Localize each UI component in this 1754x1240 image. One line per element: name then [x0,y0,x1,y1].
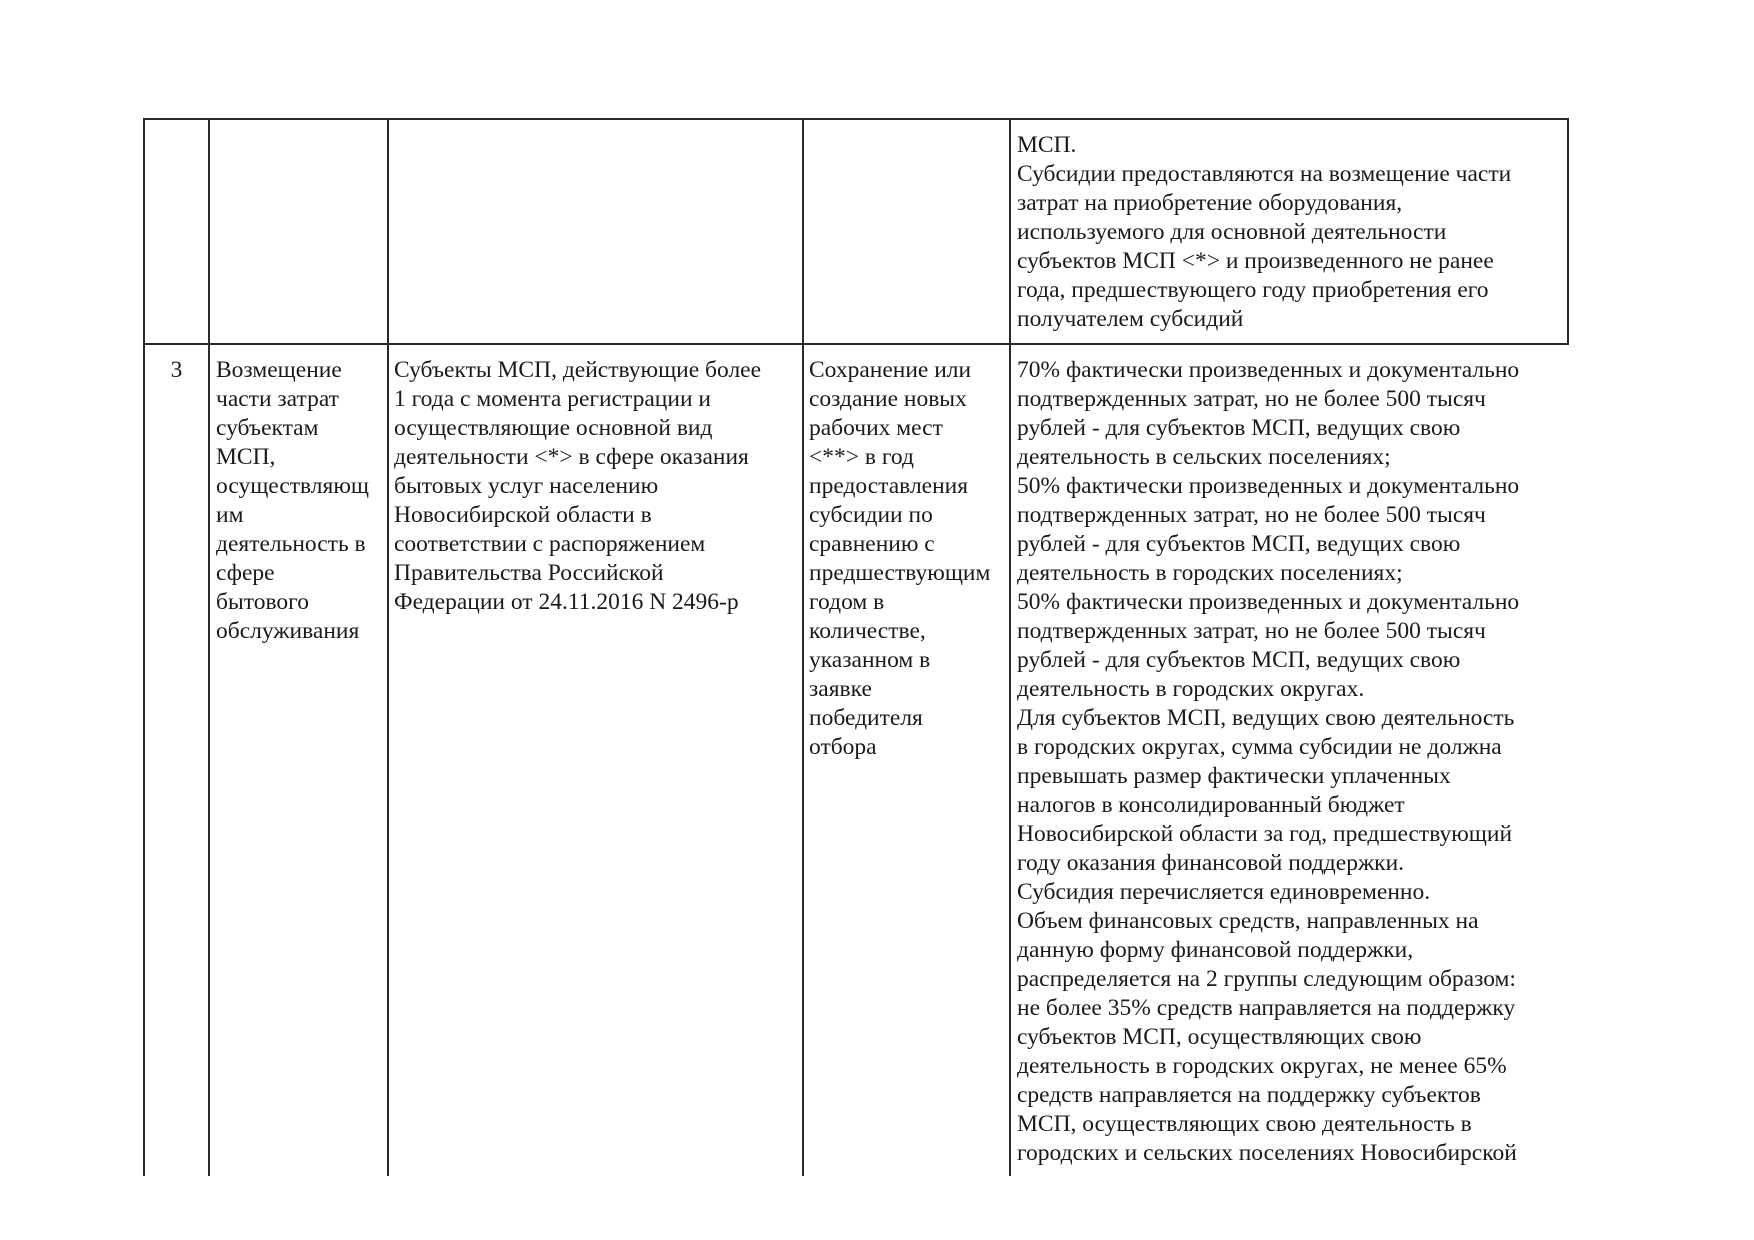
column-divider-4 [1009,118,1011,1176]
recipients-cell: Субъекты МСП, действующие более 1 года с момента регистрации и осуществляющие основной вид деятельности <*> в сфере оказания бытовых услуг населению Новосибирской области в соответствии с распоряжением Правительства Российской Федерации от 24.11.2016 N 2496-р [394,357,762,615]
column-divider-2 [387,118,389,1176]
row-number-cell: 3 [170,357,183,383]
requirements-cell: Сохранение или создание новых рабочих мест <**> в год предоставления субсидии по сравнению с предшествующим годом в количестве, указанном в заявке победителя отбора [809,357,991,760]
column-divider-1 [208,118,210,1176]
continued-row-conditions-cell: МСП. Субсидии предоставляются на возмещение части затрат на приобретение оборудования, используемого для основной деятельности субъектов МСП <*> и произведенного не ранее года, предшествующего году приобретения его получателем субсидий [1017,132,1512,332]
column-divider-3 [802,118,804,1176]
table-right-border [1567,118,1569,345]
table-left-border [143,118,145,1176]
table-top-border [143,118,1569,120]
conditions-cell: 70% фактически произведенных и документально подтвержденных затрат, но не более 500 тысяч рублей - для субъектов МСП, ведущих свою деятельность в сельских поселениях; 50% фактически произведенных и документально подтвержденных затрат, но не более 500 тысяч рублей - для субъектов МСП, ведущих свою деятельность в городских поселениях; 50% фактически произведенных и документально подтвержденных затрат, но не более 500 тысяч рублей - для субъектов МСП, ведущих свою деятельность в городских округах. Для субъектов МСП, ведущих свою деятельность в городских округах, сумма субсидии не должна превышать размер фактически уплаченных налогов в консолидированный бюджет Новосибирской области за год, предшествующий году оказания финансовой поддержки. Субсидия перечисляется единовременно. Объем финансовых средств, направленных на данную форму финансовой поддержки, распределяется на 2 группы следующим образом: не более 35% средств направляется на поддержку субъектов МСП, осуществляющих свою деятельность в городских округах, не менее 65% средств направляется на поддержку субъектов МСП, осуществляющих свою деятельность в городских и сельских поселениях Новосибирской [1017,357,1520,1166]
row-separator [143,343,1569,345]
support-form-cell: Возмещение части затрат субъектам МСП, осуществляющ им деятельность в сфере бытового обслуживания [216,357,369,644]
